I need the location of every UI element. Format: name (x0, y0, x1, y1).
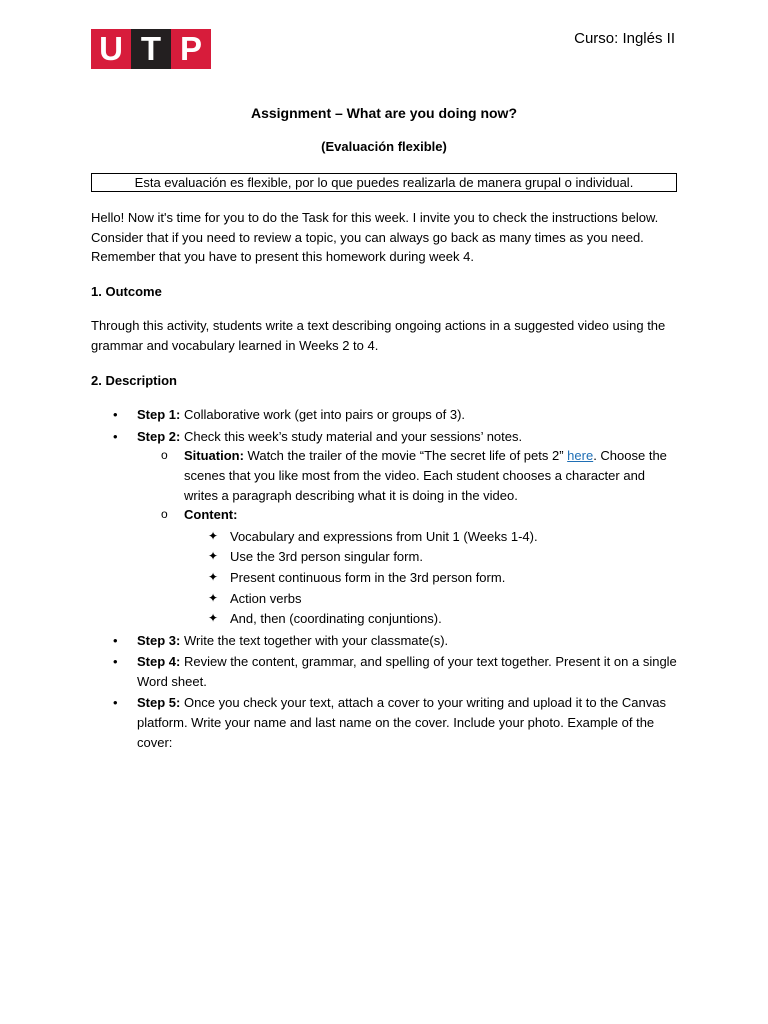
step-2-text: Check this week’s study material and your sessions’ notes. (180, 428, 523, 444)
content-item (137, 505, 681, 629)
step-1-text: Collaborative work (get into pairs or groups of 3). (180, 407, 466, 423)
flexible-evaluation-note: Esta evaluación es flexible, por lo que puedes realizarla de manera grupal o individual. (91, 173, 677, 192)
star-bullet-icon: ✦ (208, 549, 219, 564)
bullet-icon: • (113, 428, 118, 444)
step-3-text: Write the text together with your classmate(s). (180, 632, 449, 648)
star-bullet-icon: ✦ (208, 528, 219, 543)
content-item-text: Action verbs (230, 590, 302, 606)
content-label: Content: (184, 507, 238, 523)
bullet-icon: • (113, 695, 118, 711)
circle-bullet-icon: o (161, 448, 168, 463)
star-bullet-icon: ✦ (208, 569, 219, 584)
course-label: Curso: Inglés II (574, 30, 675, 47)
steps-list (91, 405, 681, 752)
bullet-icon: • (113, 632, 118, 648)
outcome-heading: 1. Outcome (91, 283, 162, 299)
content-item-text: Use the 3rd person singular form. (230, 549, 423, 565)
content-item-text: And, then (coordinating conjuntions). (230, 611, 442, 627)
document-title: Assignment – What are you doing now? (250, 105, 517, 121)
situation-text-before: Watch the trailer of the movie “The secret life of pets 2” (243, 448, 568, 464)
bullet-icon: • (113, 407, 118, 423)
content-item-text: Present continuous form in the 3rd person form. (230, 569, 506, 585)
utp-logo (91, 29, 211, 69)
step-1 (91, 405, 681, 425)
situation-label: Situation: (184, 448, 244, 464)
content-items-list (184, 527, 681, 629)
logo-letter-p: P (171, 29, 211, 69)
step-5-text: Once you check your text, attach a cover to your writing and upload it to the Canvas platform. Write your name and last name on the cover. Include your photo. Example of the cover: (137, 695, 666, 750)
outcome-text: Through this activity, students write a text describing ongoing actions in a suggested video using the grammar and vocabulary learned in Weeks 2 to 4. (91, 318, 666, 353)
star-bullet-icon: ✦ (208, 590, 219, 605)
situation-item (137, 446, 681, 505)
document-body (91, 208, 681, 754)
step-4-text: Review the content, grammar, and spelling of your text together. Present it on a single Word sheet. (137, 654, 677, 689)
situation-text-after: . Choose the scenes that you like most from the video. Each student chooses a character and writes a paragraph describing what it is doing in the video. (184, 448, 667, 503)
content-item-text: Vocabulary and expressions from Unit 1 (Weeks 1-4). (230, 528, 538, 544)
content-list-item (184, 609, 681, 629)
step-1-label: Step 1: (137, 407, 181, 423)
document-subtitle: (Evaluación flexible) (321, 139, 447, 154)
circle-bullet-icon: o (161, 507, 168, 522)
step-3 (91, 631, 681, 651)
step-2-label: Step 2: (137, 428, 181, 444)
step-2 (91, 427, 681, 629)
step-3-label: Step 3: (137, 632, 181, 648)
bullet-icon: • (113, 654, 118, 670)
step-4-label: Step 4: (137, 654, 181, 670)
step-5 (91, 693, 681, 752)
step-2-sublist (137, 446, 681, 628)
step-4 (91, 652, 681, 691)
content-list-item (184, 547, 681, 567)
logo-letter-t: T (131, 29, 171, 69)
trailer-link[interactable]: here (567, 448, 594, 464)
step-5-label: Step 5: (137, 695, 181, 711)
star-bullet-icon: ✦ (208, 611, 219, 626)
description-heading: 2. Description (91, 372, 177, 388)
content-list-item (184, 527, 681, 547)
intro-paragraph: Hello! Now it's time for you to do the Task for this week. I invite you to check the instructions below. Consider that if you need to review a topic, you can always go back as many times as you need. Remember that you have to present this homework during week 4. (91, 210, 659, 265)
content-list-item (184, 589, 681, 609)
content-list-item (184, 568, 681, 588)
logo-letter-u: U (91, 29, 131, 69)
